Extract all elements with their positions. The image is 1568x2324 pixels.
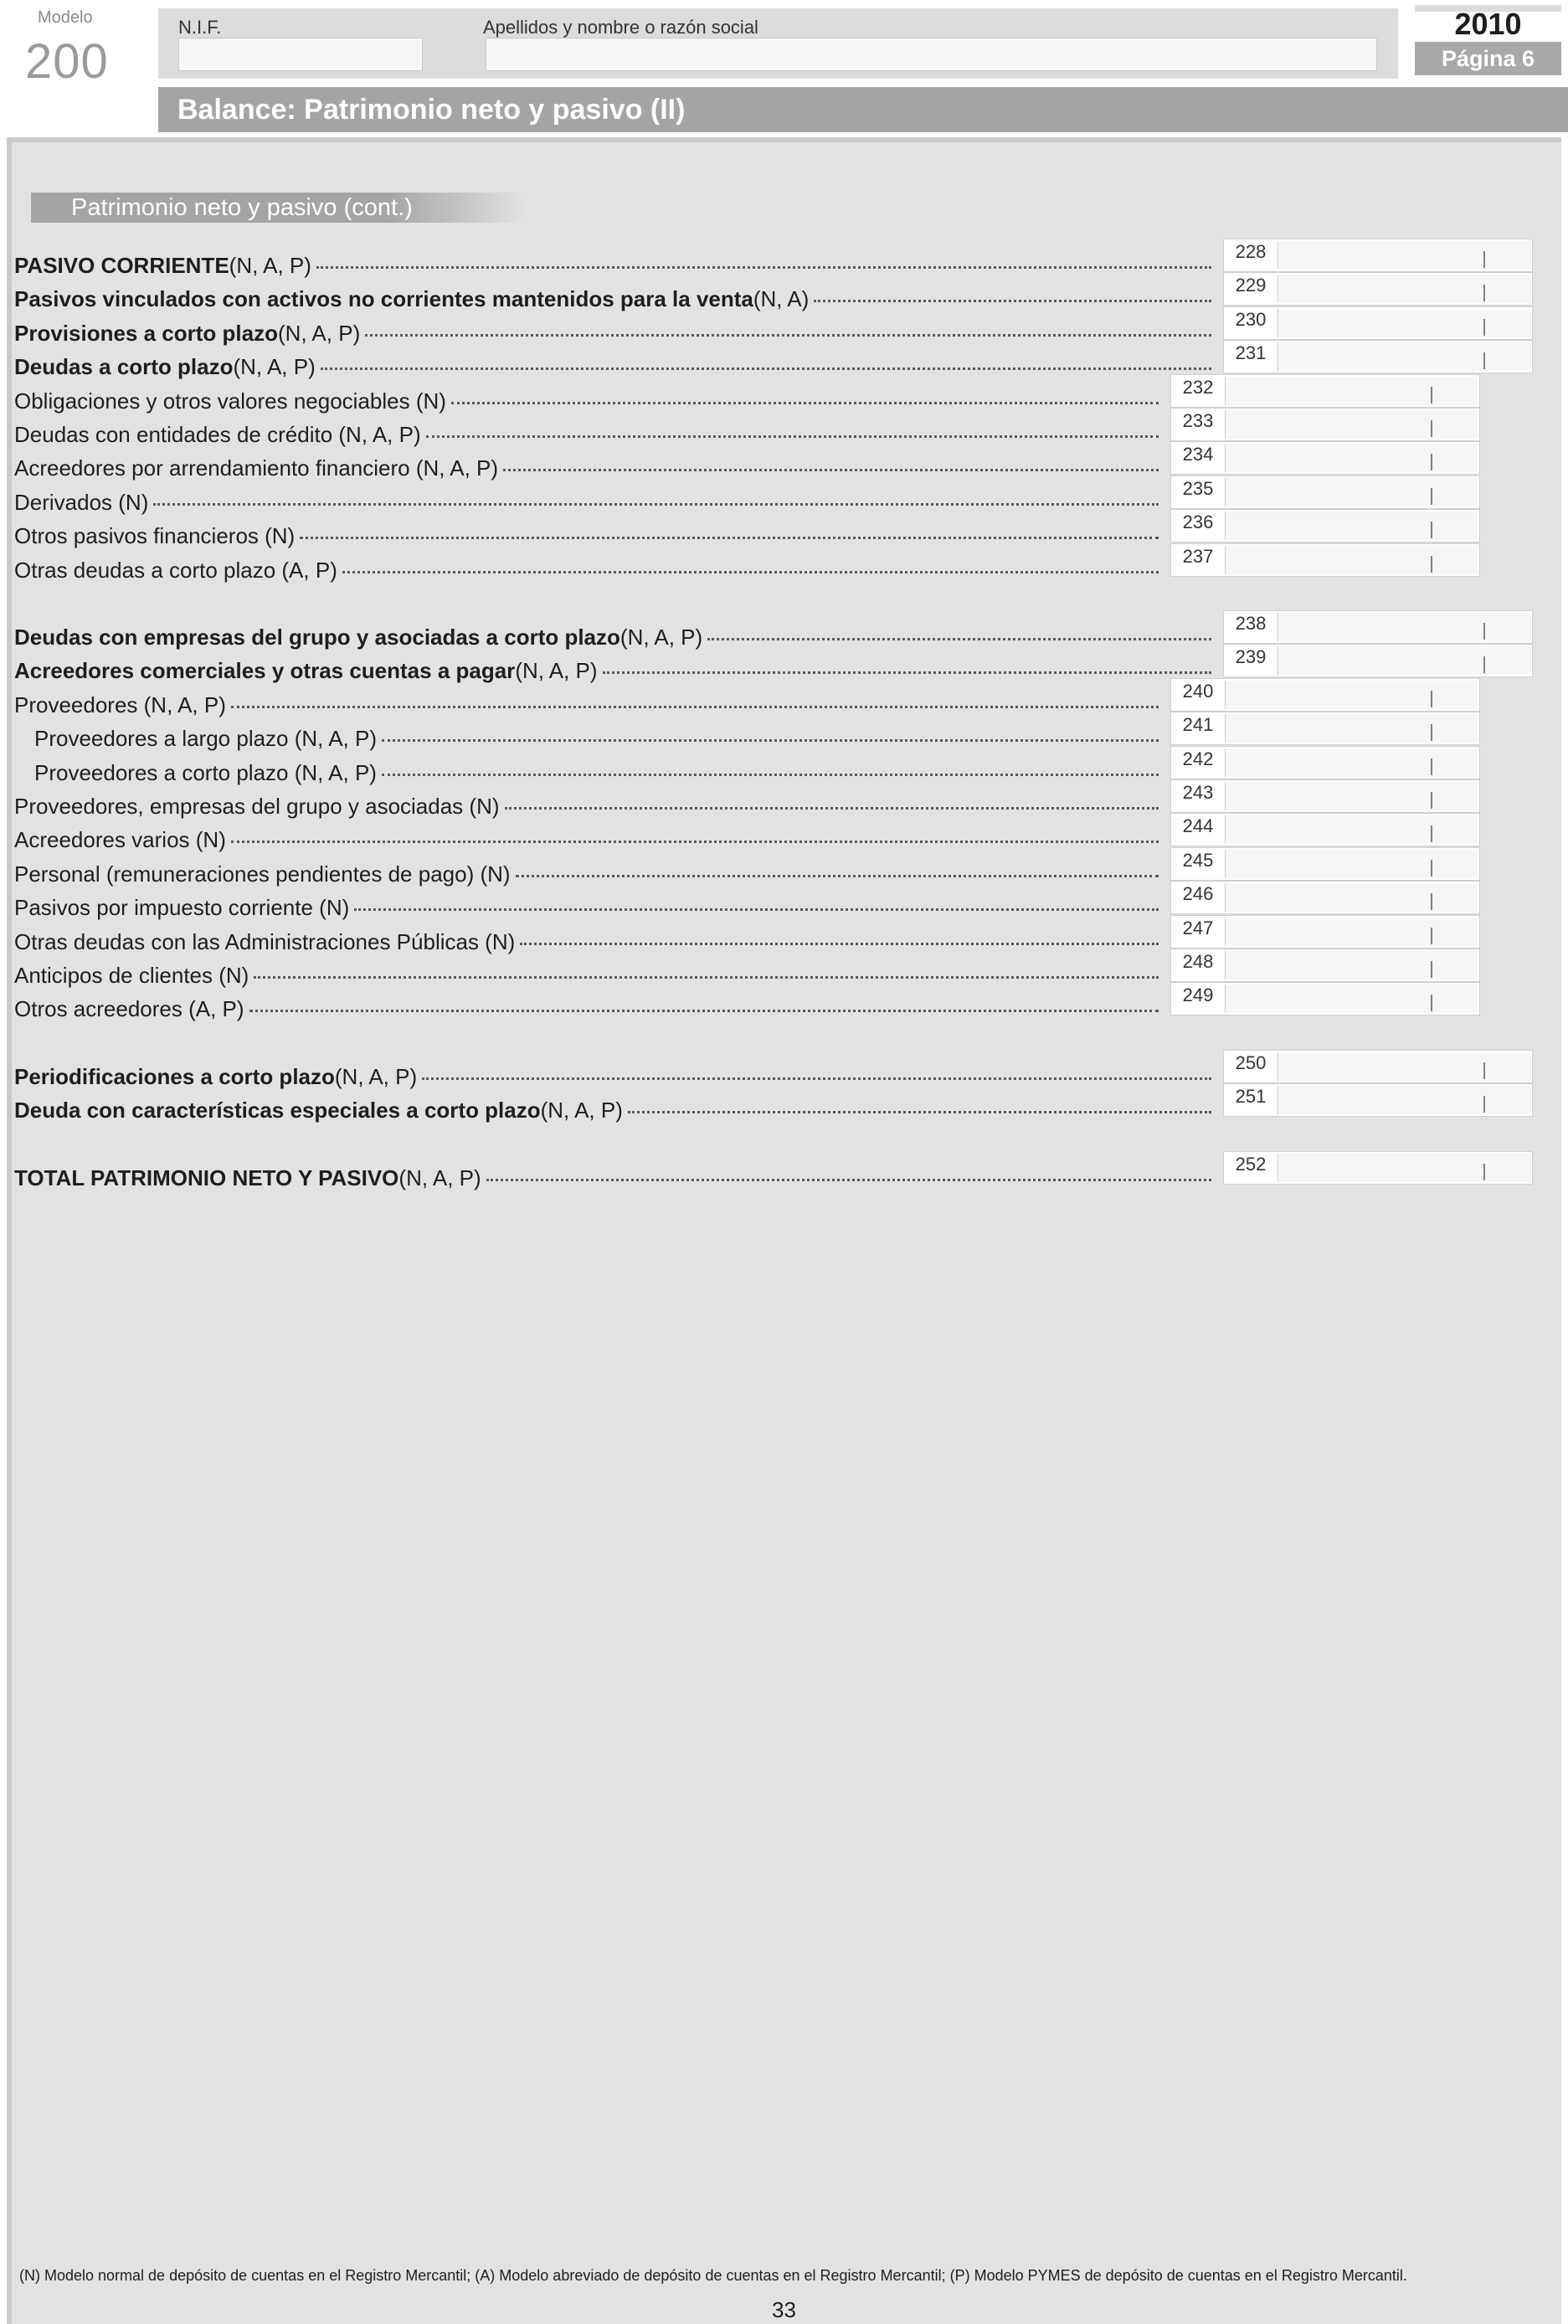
box-code: 233 — [1171, 409, 1225, 440]
name-field[interactable] — [486, 38, 1377, 71]
amount-field[interactable] — [1225, 985, 1478, 1013]
amount-box-251 — [1223, 1083, 1533, 1117]
decimal-separator-mark — [1431, 420, 1432, 437]
nif-field[interactable] — [178, 38, 423, 71]
dot-leader — [422, 1077, 1211, 1080]
box-code: 247 — [1171, 916, 1225, 948]
row-label — [14, 895, 1159, 921]
amount-box-250 — [1223, 1050, 1533, 1083]
row-label — [14, 286, 1211, 312]
dot-leader — [382, 739, 1159, 742]
dot-leader — [814, 300, 1211, 302]
row-label-bold: Provisiones a corto plazo — [14, 321, 278, 346]
amount-field[interactable] — [1278, 275, 1530, 303]
row-label-qualifier: Otros acreedores (A, P) — [14, 996, 244, 1021]
dot-leader — [603, 671, 1211, 674]
decimal-separator-mark — [1431, 961, 1432, 978]
row-label-qualifier: Pasivos por impuesto corriente (N) — [14, 895, 350, 920]
row-label-qualifier: Otras deudas con las Administraciones Públicas (N) — [14, 929, 516, 954]
dot-leader — [503, 469, 1159, 471]
row-label — [14, 558, 1159, 584]
amount-box-237 — [1170, 543, 1480, 577]
amount-field[interactable] — [1225, 918, 1478, 946]
amount-box-239 — [1223, 644, 1533, 677]
row-label — [14, 422, 1159, 448]
amount-box-240 — [1170, 678, 1480, 712]
decimal-separator-mark — [1431, 556, 1432, 573]
row-label-qualifier: (N, A, P) — [334, 1064, 418, 1089]
decimal-separator-mark — [1431, 691, 1432, 707]
amount-field[interactable] — [1225, 681, 1478, 709]
amount-box-242 — [1170, 746, 1480, 779]
box-code: 249 — [1171, 983, 1225, 1015]
row-label-qualifier: Acreedores por arrendamiento financiero (N, A, P) — [14, 455, 499, 481]
decimal-separator-mark — [1431, 928, 1432, 944]
modelo-label: Modelo — [38, 8, 93, 27]
dot-leader — [321, 368, 1211, 370]
box-code: 240 — [1171, 679, 1225, 711]
amount-field[interactable] — [1278, 309, 1530, 337]
box-code: 228 — [1224, 239, 1278, 271]
dot-leader — [153, 503, 1159, 506]
taxpayer-id-strip — [158, 8, 1398, 79]
box-code: 246 — [1171, 882, 1225, 913]
amount-field[interactable] — [1225, 512, 1478, 540]
decimal-separator-mark — [1483, 1062, 1485, 1079]
dot-leader — [365, 334, 1211, 337]
row-label — [14, 1165, 1211, 1191]
box-code: 236 — [1171, 510, 1225, 542]
dot-leader — [354, 908, 1159, 911]
row-label-qualifier: Otros pasivos financieros (N) — [14, 523, 296, 548]
row-label — [14, 963, 1159, 989]
dot-leader — [300, 537, 1159, 539]
amount-box-238 — [1223, 610, 1533, 644]
amount-field[interactable] — [1278, 1052, 1530, 1081]
dot-leader — [707, 638, 1211, 640]
decimal-separator-mark — [1431, 488, 1432, 505]
row-label — [14, 692, 1159, 718]
box-code: 245 — [1171, 848, 1225, 880]
amount-box-230 — [1223, 306, 1533, 340]
row-label-bold: TOTAL PATRIMONIO NETO Y PASIVO — [14, 1165, 399, 1190]
amount-field[interactable] — [1225, 478, 1478, 506]
box-code: 235 — [1171, 476, 1225, 508]
dot-leader — [505, 807, 1159, 810]
row-label — [14, 321, 1211, 347]
row-label-qualifier: (N, A, P) — [277, 321, 361, 346]
row-label — [14, 523, 1159, 549]
row-label-bold: Acreedores comerciales y otras cuentas a pagar — [14, 658, 516, 683]
row-label — [14, 354, 1211, 380]
nif-label: N.I.F. — [178, 17, 222, 38]
decimal-separator-mark — [1483, 623, 1485, 640]
row-label-qualifier: (N, A, P) — [540, 1098, 623, 1123]
row-label-qualifier: Anticipos de clientes (N) — [14, 963, 249, 988]
row-label — [34, 726, 1159, 752]
row-label-qualifier: Proveedores, empresas del grupo y asociadas (N) — [14, 794, 500, 819]
box-code: 230 — [1224, 307, 1278, 339]
amount-box-231 — [1223, 340, 1533, 373]
amount-box-232 — [1170, 374, 1480, 408]
decimal-separator-mark — [1431, 893, 1432, 910]
row-label — [14, 490, 1159, 516]
amount-field[interactable] — [1225, 377, 1478, 405]
row-label-bold: Deuda con características especiales a corto plazo — [14, 1098, 541, 1123]
decimal-separator-mark — [1483, 319, 1485, 336]
row-label-qualifier: (N, A) — [753, 286, 810, 311]
box-code: 250 — [1224, 1051, 1278, 1082]
row-label-qualifier: (N, A, P) — [515, 658, 598, 683]
dot-leader — [316, 266, 1211, 269]
dot-leader — [382, 774, 1159, 776]
box-code: 244 — [1171, 814, 1225, 846]
dot-leader — [426, 435, 1159, 438]
decimal-separator-mark — [1431, 522, 1432, 538]
box-code: 234 — [1171, 442, 1225, 474]
row-label — [14, 253, 1211, 279]
page-badge: Página 6 — [1415, 42, 1561, 75]
row-label — [14, 794, 1159, 820]
decimal-separator-mark — [1431, 995, 1432, 1011]
row-label — [14, 388, 1159, 414]
dot-leader — [451, 402, 1159, 404]
dot-leader — [254, 976, 1159, 979]
section-title: Patrimonio neto y pasivo (cont.) — [71, 194, 413, 221]
row-label — [14, 455, 1159, 481]
amount-box-243 — [1170, 779, 1480, 813]
dot-leader — [520, 943, 1159, 945]
decimal-separator-mark — [1431, 724, 1432, 741]
decimal-separator-mark — [1431, 454, 1432, 470]
amount-field[interactable] — [1225, 850, 1478, 878]
amount-field[interactable] — [1225, 883, 1478, 912]
row-label — [14, 827, 1159, 853]
decimal-separator-mark — [1483, 251, 1485, 268]
row-label-qualifier: Personal (remuneraciones pendientes de pago) (N) — [14, 861, 511, 887]
row-label-bold: Deudas a corto plazo — [14, 354, 234, 379]
dot-leader — [516, 875, 1159, 877]
row-label-bold: PASIVO CORRIENTE — [14, 253, 229, 278]
box-code: 243 — [1171, 780, 1225, 812]
amount-field[interactable] — [1225, 714, 1478, 743]
row-label-bold: Deudas con empresas del grupo y asociadas a corto plazo — [14, 625, 620, 650]
row-label — [14, 929, 1159, 955]
decimal-separator-mark — [1483, 1096, 1485, 1113]
row-label-qualifier: (N, A, P) — [619, 625, 703, 650]
dot-leader — [486, 1179, 1211, 1181]
title-bar — [158, 87, 1568, 132]
row-label — [14, 1098, 1211, 1123]
amount-box-233 — [1170, 408, 1480, 441]
name-label: Apellidos y nombre o razón social — [483, 17, 758, 38]
row-label-bold: Periodificaciones a corto plazo — [14, 1064, 335, 1089]
decimal-separator-mark — [1431, 825, 1432, 842]
section-tab — [31, 193, 525, 223]
row-label-qualifier: Obligaciones y otros valores negociables (N) — [14, 388, 446, 414]
amount-field[interactable] — [1278, 646, 1530, 675]
row-label-qualifier: Proveedores (N, A, P) — [14, 692, 226, 717]
box-code: 237 — [1171, 544, 1225, 576]
decimal-separator-mark — [1431, 758, 1432, 775]
amount-field[interactable] — [1225, 444, 1478, 472]
modelo-number: 200 — [25, 34, 109, 89]
row-label — [14, 658, 1211, 684]
amount-box-229 — [1223, 272, 1533, 306]
box-code: 252 — [1224, 1152, 1278, 1184]
box-code: 248 — [1171, 949, 1225, 981]
amount-box-246 — [1170, 881, 1480, 914]
row-label-qualifier: Otras deudas a corto plazo (A, P) — [14, 558, 337, 583]
decimal-separator-mark — [1431, 860, 1432, 877]
box-code: 232 — [1171, 375, 1225, 407]
amount-field[interactable] — [1225, 546, 1478, 574]
amount-field[interactable] — [1278, 241, 1530, 270]
dot-leader — [249, 1010, 1159, 1012]
row-label — [14, 1064, 1211, 1090]
dot-leader — [628, 1111, 1211, 1113]
modelo-block — [0, 0, 159, 134]
row-label-qualifier: (N, A, P) — [229, 253, 311, 278]
page-number: 33 — [772, 2297, 796, 2322]
row-label-qualifier: Derivados (N) — [14, 490, 149, 515]
decimal-separator-mark — [1483, 1164, 1485, 1180]
year-text: 2010 — [1454, 7, 1522, 41]
row-label-qualifier: Proveedores a largo plazo (N, A, P) — [34, 726, 377, 751]
amount-box-235 — [1170, 476, 1480, 509]
decimal-separator-mark — [1431, 792, 1432, 809]
dot-leader — [231, 706, 1159, 708]
box-code: 251 — [1224, 1084, 1278, 1116]
amount-box-248 — [1170, 949, 1480, 982]
dot-leader — [231, 841, 1159, 843]
amount-box-244 — [1170, 813, 1480, 846]
box-code: 242 — [1171, 747, 1225, 779]
amount-field[interactable] — [1278, 1086, 1530, 1114]
amount-box-228 — [1223, 239, 1533, 272]
amount-field[interactable] — [1225, 748, 1478, 777]
amount-field[interactable] — [1278, 1154, 1530, 1182]
page-title: Balance: Patrimonio neto y pasivo (II) — [177, 94, 686, 126]
decimal-separator-mark — [1483, 352, 1485, 369]
box-code: 239 — [1224, 645, 1278, 676]
decimal-separator-mark — [1431, 387, 1432, 404]
row-label — [34, 760, 1159, 786]
row-label-qualifier: (N, A, P) — [398, 1165, 481, 1190]
amount-box-249 — [1170, 982, 1480, 1015]
amount-field[interactable] — [1278, 342, 1530, 371]
amount-field[interactable] — [1225, 782, 1478, 810]
amount-box-245 — [1170, 847, 1480, 881]
row-label-qualifier: Proveedores a corto plazo (N, A, P) — [34, 760, 377, 785]
row-label-bold: Pasivos vinculados con activos no corrientes mantenidos para la venta — [14, 286, 753, 311]
year-box — [1415, 5, 1561, 41]
row-label — [14, 861, 1159, 887]
amount-box-241 — [1170, 712, 1480, 745]
amount-box-247 — [1170, 915, 1480, 949]
amount-box-234 — [1170, 441, 1480, 475]
footnote: (N) Modelo normal de depósito de cuentas en el Registro Mercantil; (A) Modelo abreviado de depósito de cuentas en el Registro Mercantil; (P) Modelo PYMES de depósito de cuentas en el Registro Mercantil. — [19, 2267, 1407, 2284]
decimal-separator-mark — [1483, 656, 1485, 673]
box-code: 238 — [1224, 611, 1278, 643]
box-code: 229 — [1224, 273, 1278, 305]
amount-field[interactable] — [1225, 410, 1478, 439]
dot-leader — [342, 571, 1159, 573]
amount-field[interactable] — [1225, 815, 1478, 844]
row-label-qualifier: (N, A, P) — [233, 354, 316, 379]
amount-box-252 — [1223, 1151, 1533, 1185]
amount-box-236 — [1170, 509, 1480, 542]
amount-field[interactable] — [1278, 613, 1530, 641]
box-code: 241 — [1171, 712, 1225, 744]
amount-field[interactable] — [1225, 951, 1478, 979]
decimal-separator-mark — [1483, 285, 1485, 301]
row-label-qualifier: Acreedores varios (N) — [14, 827, 226, 852]
box-code: 231 — [1224, 341, 1278, 373]
row-label-qualifier: Deudas con entidades de crédito (N, A, P) — [14, 422, 421, 447]
row-label — [14, 625, 1211, 650]
row-label — [14, 996, 1159, 1022]
